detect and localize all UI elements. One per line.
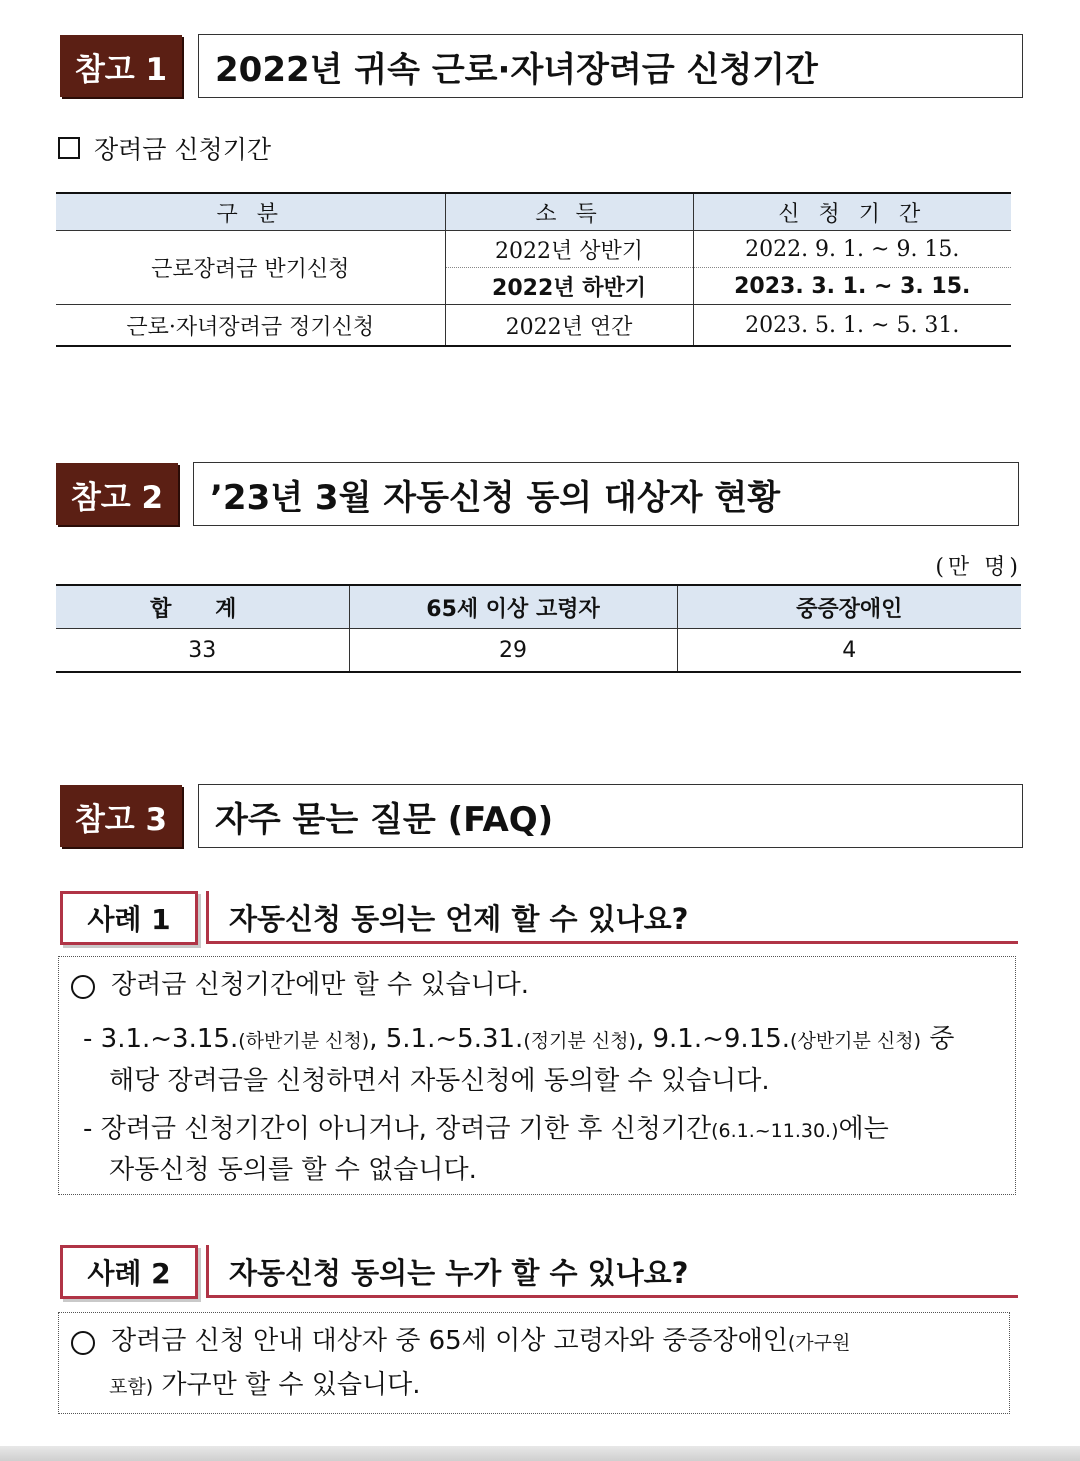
case1-detail2-c: 에는 [838, 1114, 889, 1144]
case1-detail1-f: (상반기분 신청) [790, 1030, 922, 1052]
dash-bullet: - [83, 1024, 101, 1054]
ref1-subheading-text: 장려금 신청기간 [94, 135, 271, 164]
table-row [56, 231, 1011, 268]
cell-period: 2023. 5. 1. ~ 5. 31. [693, 305, 1011, 347]
case1-detail2-line2: 자동신청 동의를 할 수 없습니다. [109, 1155, 477, 1185]
table-header-row [56, 193, 1011, 231]
ref2-tag: 참고 2 [56, 463, 178, 525]
ref1-tag: 참고 1 [60, 35, 182, 97]
case1-detail1-g: 중 [921, 1024, 955, 1054]
case1-detail1-c: , 5.1.~5.31. [369, 1024, 524, 1054]
header-income: 소 득 [445, 193, 693, 231]
case1-detail1-e: , 9.1.~9.15. [635, 1024, 791, 1054]
case2-answer-d: 가구만 할 수 있습니다. [153, 1370, 421, 1400]
case1-question: 자동신청 동의는 언제 할 수 있나요? [206, 891, 1018, 943]
case1-detail1 [83, 1019, 1003, 1059]
table-row [56, 305, 1011, 347]
circle-bullet-icon [71, 1331, 95, 1355]
table-header-row [56, 585, 1021, 629]
case1-answer-main-text: 장려금 신청기간에만 할 수 있습니다. [111, 970, 530, 1000]
case1-tag: 사례 1 [60, 891, 198, 945]
circle-bullet-icon [71, 975, 95, 999]
ref3-tag: 참고 3 [60, 785, 182, 847]
header-elderly: 65세 이상 고령자 [349, 585, 677, 629]
case2-answer-b: (가구원 [787, 1332, 851, 1354]
status-table [56, 584, 1021, 673]
cell-income: 2022년 연간 [445, 305, 693, 347]
ref3-title: 자주 묻는 질문 (FAQ) [198, 784, 1023, 848]
case2-answer-a: 장려금 신청 안내 대상자 중 65세 이상 고령자와 중증장애인 [111, 1326, 788, 1356]
case2-underline [206, 1295, 1018, 1298]
case1-detail1-d: (정기분 신청) [523, 1030, 636, 1052]
case1-detail2-b: (6.1.~11.30.) [711, 1120, 839, 1142]
cell-disabled: 4 [677, 629, 1021, 673]
period-table [56, 192, 1011, 347]
ref1-subheading [58, 132, 271, 164]
case1-answer-main [71, 965, 529, 1005]
case2-answer-c: 포함) [109, 1376, 154, 1398]
header-disabled: 중증장애인 [677, 585, 1021, 629]
case2-answer-box [58, 1312, 1010, 1414]
dash-bullet: - [83, 1114, 101, 1144]
bottom-edge [0, 1446, 1080, 1461]
header-period: 신 청 기 간 [693, 193, 1011, 231]
case2-answer-line2 [109, 1365, 421, 1405]
cell-elderly: 29 [349, 629, 677, 673]
case1-detail2-a: 장려금 신청기간이 아니거나, 장려금 기한 후 신청기간 [100, 1114, 712, 1144]
case1-detail1-line2: 해당 장려금을 신청하면서 자동신청에 동의할 수 있습니다. [109, 1066, 770, 1096]
cell-total: 33 [56, 629, 349, 673]
cell-category: 근로장려금 반기신청 [56, 231, 445, 305]
case2-question: 자동신청 동의는 누가 할 수 있나요? [206, 1245, 1018, 1297]
cell-period: 2023. 3. 1. ~ 3. 15. [693, 268, 1011, 305]
table-row [56, 629, 1021, 673]
case1-underline [206, 941, 1018, 944]
header-total: 합 계 [56, 585, 349, 629]
case1-answer-box [58, 956, 1016, 1195]
case1-detail1-b: (하반기분 신청) [238, 1030, 370, 1052]
case1-detail2 [83, 1109, 1003, 1149]
cell-income: 2022년 하반기 [445, 268, 693, 305]
cell-period: 2022. 9. 1. ~ 9. 15. [693, 231, 1011, 268]
checkbox-icon [58, 137, 80, 159]
ref2-title: ’23년 3월 자동신청 동의 대상자 현황 [193, 462, 1019, 526]
case2-tag: 사례 2 [60, 1245, 198, 1299]
cell-category: 근로·자녀장려금 정기신청 [56, 305, 445, 347]
unit-label: (만 명) [935, 555, 1022, 580]
cell-income: 2022년 상반기 [445, 231, 693, 268]
case2-answer-line1 [71, 1321, 1001, 1361]
ref1-title: 2022년 귀속 근로·자녀장려금 신청기간 [198, 34, 1023, 98]
header-category: 구 분 [56, 193, 445, 231]
case1-detail1-a: 3.1.~3.15. [100, 1024, 239, 1054]
